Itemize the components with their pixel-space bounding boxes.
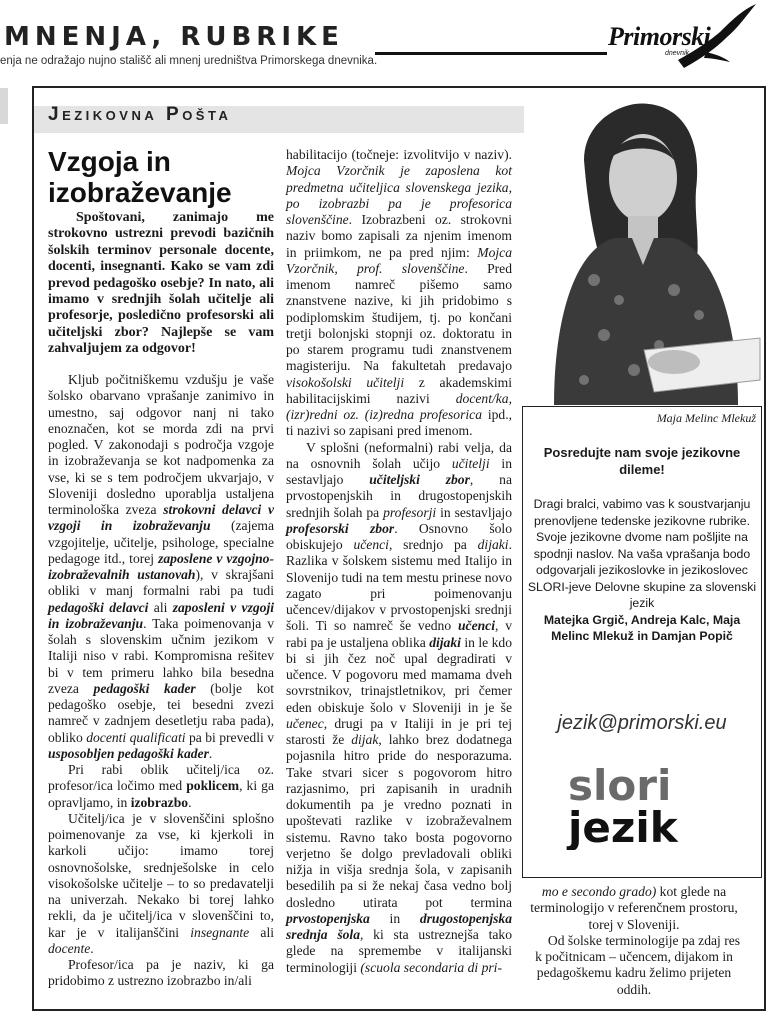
article-column-1 xyxy=(48,372,274,990)
paragraph: V splošni (neformalni) rabi velja, da na osnovnih šolah učijo učitelji in sestavljajo učiteljski zbor, na prvostopenjskih in drugostopenjskih srednjih šolah pa profesorji in sestavljajo profesorski zbor. Osnovno šolo obiskujejo učenci, srednjo pa dijaki. Razlika v šolskem sistemu med Italijo in Slovenijo tudi na tem mestu prinese novo zagato pri poimenovanju učencev/dijakov v prvostopenjski srednji šoli. Ti so namreč še vedno učenci, v rabi pa je ustaljena oblika dijaki in le kdo bi si jih čez noč upal degradirati v učence. V pogovoru med mamama dveh sovrstnikov, trinajstletnikov, pri čemer eden obiskuje šolo v Sloveniji in je še učenec, drugi pa v Italiji in je pri tej starosti že dijak, lahko brez dodatnega pojasnila hitro pride do nesporazuma. Take stvari sicer s pogovorom hitro razjasnimo, pri zapisanih in uradnih dokumentih pa je vredno poznati in upoštevati razlike v izobraževalnem sistemu. Ravno tako bosta pogovorno verjetno še dolgo prevladovali obliki nižja in višja srednja šola, v zapisanih besedilih pa si že nekaj časa vedno bolj dosledno utirata pot termina prvostopenjska in drugostopenjska srednja šola, ki sta ustreznejša tako glede na spremembe v italijanski terminologiji (scuola secondaria di pri- xyxy=(286,439,513,975)
paragraph: Od šolske terminologije pa zdaj res k počitnicam – učencem, dijakom in pedagoškemu kadru želimo prijeten oddih. xyxy=(535,932,741,997)
paragraph: habilitacijo (točneje: izvolitvijo v naziv). Mojca Vzorčnik je zaposlena kot predmetna učiteljica slovenskega jezika, po izobrazbi pa je profesorica slovenščine. Izobrazbeni oz. strokovni naziv bomo zapisali za njenim imenom in priimkom, ne pa pred njim: Mojca Vzorčnik, prof. slovenščine. Pred imenom namreč pišemo samo znanstvene nazive, ki jih pridobimo s podiplomskim študijem, tj. po končani tretji bolonjski stopnji oz. doktoratu in po starem programu tudi znanstvenem magisteriju. Na fakultetah predavajo visokošolski učitelji z akademskimi habilitacijskimi nazivi docent/ka, (izr)redni oz. (iz)redna profesorica ipd., ti nazivi so zapisani pred imenom. xyxy=(286,147,513,439)
promo-names: Matejka Grgič, Andreja Kalc, Maja Melinc Mlekuž in Damjan Popič xyxy=(543,612,741,643)
author-photo xyxy=(524,100,762,405)
rubric-title: MNENJA, RUBRIKE xyxy=(4,22,344,52)
slori-jezik-logo xyxy=(566,760,706,850)
photo-caption: Maja Melinc Mlekuž xyxy=(656,411,756,425)
disclaimer-text: enja ne odražajo nujno stališč ali mnenj uredništva Primorskega dnevnika. xyxy=(0,55,378,67)
promo-body: Dragi bralci, vabimo vas k soustvarjanju prenovljene tedenske jezikovne rubrike. Svoje jezikovne dvome nam pošljite na spodnji naslov. Na vaša vprašanja bodo odgovarjali jezikoslovke in jezikoslovec SLORI-jeve Delovne skupine za slovenski jezik xyxy=(527,497,757,610)
slori-logo-line1: slori xyxy=(568,761,672,810)
header-rule xyxy=(375,52,607,55)
page-edge-bar xyxy=(0,88,8,124)
reader-question: Spoštovani, zanimajo me strokovno ustrezni prevodi bazičnih šolskih terminov personale docente, docenti, insegnanti. Kako se vam zdi prevod pedagoško osebje? In nato, ali imamo v srednjih šolah učitelje ali profesorje, posledično profesorski ali učiteljski zbor? Najlepše se vam zahvaljujem za odgovor! xyxy=(48,210,274,357)
promo-heading: Posredujte nam svoje jezikovne dileme! xyxy=(543,445,741,477)
paragraph: Profesor/ica pa je naziv, ki ga pridobimo z ustrezno izobrazbo in/ali xyxy=(48,957,274,989)
contact-email[interactable]: jezik@primorski.eu xyxy=(557,712,727,734)
paragraph: Učitelj/ica je v slovenščini splošno poimenovanje za vse, ki kjerkoli in karkoli učijo: imamo torej osnovnošolske, srednješolske in celo visokošolske učitelje – to so predavatelji na univerzah. Nekako bi torej lahko rekli, da je učitelj/ica v slovenščini to, kar je v italijanščini insegnante ali docente. xyxy=(48,810,274,956)
newspaper-logo-sub: dnevnik xyxy=(665,50,690,57)
article-headline: Vzgoja in izobraževanje xyxy=(48,146,232,208)
article-column-3 xyxy=(523,884,745,998)
paragraph: Pri rabi oblik učitelj/ica oz. profesor/ica ločimo med poklicem, ki ga opravljamo, in izobrazbo. xyxy=(48,762,274,810)
promo-text xyxy=(526,444,758,645)
article-column-2 xyxy=(286,147,512,976)
newspaper-logo: Primorski xyxy=(608,22,711,51)
paragraph: mo e secondo grado) kot glede na terminologijo v referenčnem prostoru, torej v Sloveniji. xyxy=(530,884,738,932)
slori-logo-line2: jezik xyxy=(568,803,678,850)
section-label: Jezikovna Pošta xyxy=(48,104,232,125)
seagull-icon xyxy=(676,2,758,72)
paragraph: Kljub počitniškemu vzdušju je vaše šolsko obarvano vprašanje zanimivo in umestno, saj odgovor nanj ni tako enoznačen, kot se morda zdi na prvi pogled. V zakonodaji s področja vzgoje in izobraževanja se kot nadpomenka za vse, ki se s tem področjem ukvarjajo, v Sloveniji dosledno uporablja ustaljena terminološka zveza strokovni delavci v vzgoji in izobraževanju (zajema vzgojitelje, učitelje, psihologe, specialne pedagoge itd., torej zaposlene v vzgojno-izobraževalnih ustanovah), v skrajšani obliki v manj formalni rabi pa tudi pedagoški delavci ali zaposleni v vzgoji in izobraževanju. Taka poimenovanja v šolah s slovenskim učnim jezikom v Italiji niso v rabi. Kompromisna rešitev bi v tem primeru lahko bila besedna zveza pedagoški kader (bolje kot pedagoško osebje, tei besedni zvezi namreč v zadnjem desetletju raba pada), obliko docenti qualificati pa bi prevedli v usposobljen pedagoški kader. xyxy=(48,372,275,761)
